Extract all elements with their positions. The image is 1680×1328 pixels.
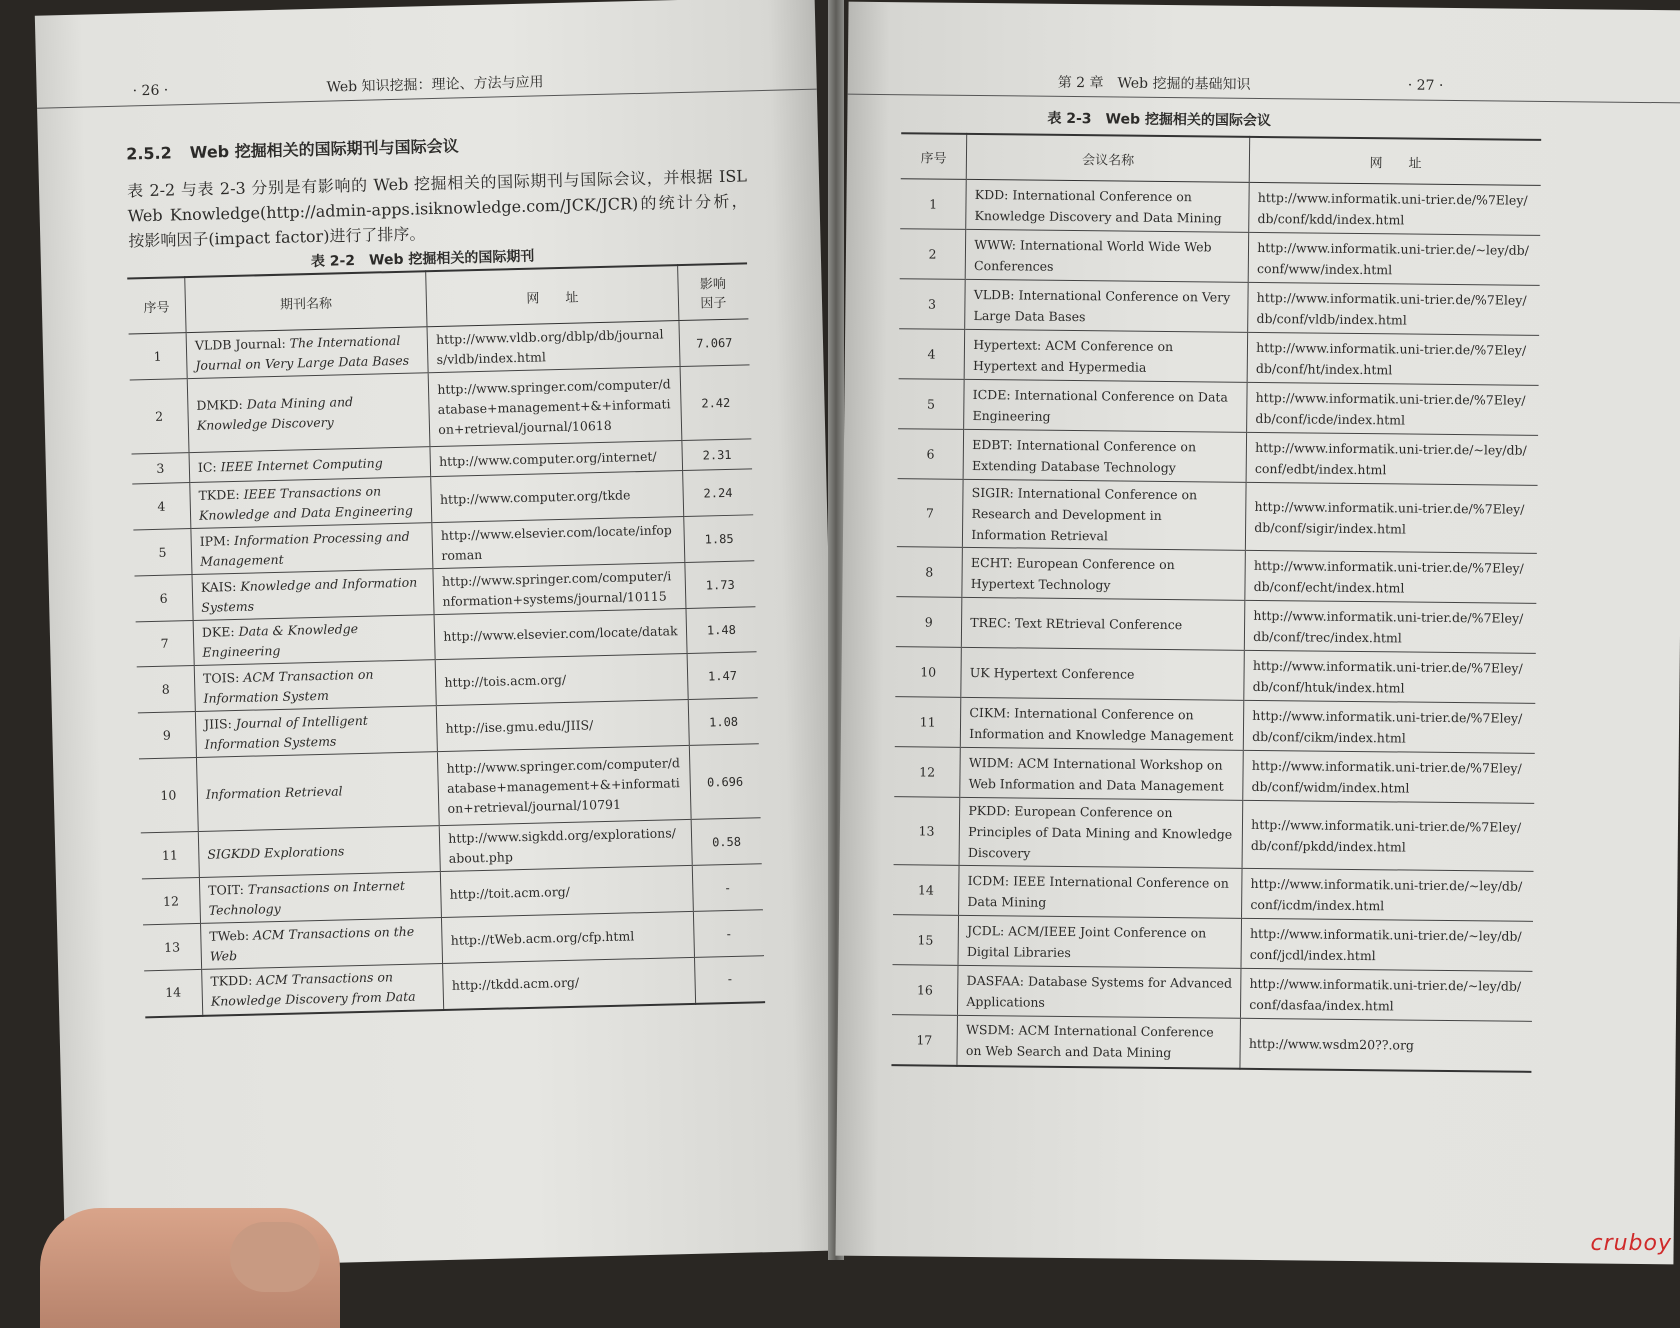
row-number: 7 — [136, 621, 195, 667]
conference-url: http://www.informatik.uni-trier.de/~ley/db/conf/edbt/index.html — [1246, 432, 1538, 485]
header-impact-factor: 影响 因子 — [677, 263, 748, 320]
section-title: Web 挖掘相关的国际期刊与国际会议 — [190, 136, 459, 162]
table-header-row — [901, 133, 1541, 185]
journal-url: http://www.vldb.org/dblp/db/journals/vldb/index.html — [427, 321, 680, 373]
row-number: 11 — [895, 697, 961, 748]
journal-name-cell — [201, 918, 443, 970]
table-row — [895, 647, 1535, 704]
journal-name-cell — [192, 569, 434, 621]
impact-factor: - — [693, 910, 764, 958]
conference-url: http://www.informatik.uni-trier.de/%7Eley/db/conf/ht/index.html — [1247, 332, 1539, 385]
journal-abbreviation: JIIS: — [204, 716, 232, 732]
row-number: 14 — [144, 969, 203, 1016]
table-row — [893, 915, 1533, 972]
conference-url: http://www.informatik.uni-trier.de/%7Eley/db/conf/widm/index.html — [1243, 750, 1535, 803]
journal-abbreviation: TOIT: — [208, 881, 244, 897]
row-number: 1 — [900, 179, 966, 230]
journal-name-cell — [194, 660, 436, 712]
journal-url: http://www.elsevier.com/locate/datak — [434, 608, 686, 659]
journal-url: http://www.elsevier.com/locate/infoproman — [432, 517, 685, 569]
impact-factor: 0.696 — [689, 744, 761, 820]
row-number: 13 — [143, 923, 202, 970]
conference-name: UK Hypertext Conference — [961, 647, 1244, 700]
header-no: 序号 — [127, 277, 186, 334]
journal-full-name: The International Journal on Very Large Data Bases — [195, 332, 409, 372]
conference-name: VLDB: International Conference on Very Large Data Bases — [965, 279, 1248, 332]
table-row — [900, 229, 1540, 286]
conference-name: Hypertext: ACM Conference on Hypertext and Hypermedia — [964, 329, 1247, 382]
table-row — [891, 1015, 1531, 1072]
table-row — [893, 865, 1533, 922]
conference-url: http://www.informatik.uni-trier.de/%7Eley/db/conf/icde/index.html — [1247, 382, 1539, 435]
conference-name: SIGIR: International Conference on Research and Development in Information Retrieval — [963, 479, 1247, 550]
journal-full-name: Data & Knowledge Engineering — [202, 621, 358, 660]
conference-url: http://www.informatik.uni-trier.de/%7Eley/db/conf/kdd/index.html — [1249, 182, 1541, 235]
journal-name-cell — [199, 872, 441, 924]
journal-full-name: ACM Transactions on the Web — [210, 923, 415, 963]
page-number-left: · 26 · — [132, 82, 168, 99]
row-number: 14 — [893, 865, 959, 916]
conference-url: http://www.informatik.uni-trier.de/%7Eley/db/conf/htuk/index.html — [1244, 650, 1536, 703]
header-conference-name: 会议名称 — [966, 134, 1249, 182]
journal-url: http://www.springer.com/computer/database+management+&+information+retrieval/journal/10791 — [438, 745, 691, 825]
journal-url: http://www.computer.org/internet/ — [430, 441, 682, 477]
conference-name: ECHT: European Conference on Hypertext Technology — [962, 547, 1245, 600]
row-number: 15 — [893, 915, 959, 966]
conference-name: EDBT: International Conference on Extending Database Technology — [963, 429, 1246, 482]
row-number: 10 — [895, 647, 961, 698]
conference-name: PKDD: European Conference on Principles of Data Mining and Knowledge Discovery — [959, 797, 1243, 868]
conference-url: http://www.wsdm20??.org — [1240, 1018, 1532, 1071]
journal-abbreviation: TKDD: — [210, 973, 252, 989]
conference-url: http://www.informatik.uni-trier.de/~ley/db/conf/dasfaa/index.html — [1241, 968, 1533, 1021]
table-row — [894, 797, 1535, 872]
table-row — [899, 329, 1539, 386]
running-title-right: 第 2 章 Web 挖掘的基础知识 — [1058, 72, 1251, 94]
row-number: 16 — [892, 965, 958, 1016]
journal-url: http://www.computer.org/tkde — [431, 471, 684, 523]
conferences-table — [891, 132, 1541, 1072]
conference-name: TREC: Text REtrieval Conference — [962, 597, 1245, 650]
conference-url: http://www.informatik.uni-trier.de/%7Eley/db/conf/pkdd/index.html — [1242, 800, 1534, 871]
journal-abbreviation: TKDE: — [198, 486, 239, 502]
table-row — [894, 747, 1534, 804]
row-number: 1 — [129, 333, 188, 380]
conference-url: http://www.informatik.uni-trier.de/%7Eley/db/conf/vldb/index.html — [1248, 282, 1540, 335]
row-number: 13 — [894, 797, 960, 866]
journal-url: http://tois.acm.org/ — [435, 653, 688, 705]
conference-url: http://www.informatik.uni-trier.de/%7Eley/db/conf/echt/index.html — [1245, 550, 1537, 603]
row-number: 3 — [132, 453, 190, 484]
thumb-knuckle — [230, 1222, 320, 1292]
journal-full-name: IEEE Transactions on Knowledge and Data Engineering — [199, 483, 413, 522]
header-url: 网 址 — [1249, 137, 1541, 186]
caption-number: 表 2-3 — [1047, 111, 1091, 127]
journal-abbreviation: IPM: — [200, 533, 231, 549]
journal-name-cell — [196, 752, 439, 832]
impact-factor: 1.08 — [688, 698, 759, 746]
journal-full-name: SIGKDD Explorations — [207, 843, 344, 861]
conference-name: KDD: International Conference on Knowledge Discovery and Data Mining — [966, 179, 1249, 232]
table-row — [898, 429, 1538, 486]
right-running-head — [848, 70, 1680, 104]
row-number: 4 — [899, 329, 965, 380]
conference-name: WSDM: ACM International Conference on Web Search and Data Mining — [957, 1015, 1240, 1068]
row-number: 5 — [133, 529, 192, 576]
journal-name-cell — [191, 523, 433, 575]
watermark: cruboy — [1590, 1231, 1672, 1256]
journal-abbreviation: TOIS: — [203, 669, 240, 685]
journal-name-cell — [198, 826, 440, 878]
impact-factor: 7.067 — [679, 319, 750, 367]
conference-name: WWW: International World Wide Web Conferences — [965, 229, 1248, 282]
intro-paragraph: 表 2-2 与表 2-3 分别是有影响的 Web 挖掘相关的国际期刊与国际会议，并根据 ISL Web Knowledge(http://admin-apps.isiknowledge.com/JCK/JCR)的统计分析，按影响因子(impact factor)进行了排序。 — [127, 163, 749, 253]
section-number: 2.5.2 — [126, 143, 172, 163]
table-row — [900, 179, 1540, 236]
table-2-2-caption — [311, 246, 535, 271]
journal-full-name: ACM Transaction on Information System — [203, 666, 373, 705]
journal-full-name: Transactions on Internet Technology — [209, 877, 406, 917]
table-row — [897, 479, 1538, 554]
journal-full-name: IEEE Internet Computing — [220, 455, 383, 474]
journal-full-name: Information Processing and Management — [200, 528, 410, 568]
journals-table — [127, 262, 765, 1017]
table-row — [896, 597, 1536, 654]
journal-url: http://www.sigkdd.org/explorations/about.php — [439, 819, 692, 871]
caption-number: 表 2-2 — [311, 253, 356, 270]
impact-factor: - — [692, 864, 763, 912]
row-number: 6 — [898, 429, 964, 480]
row-number: 10 — [139, 757, 198, 832]
left-page — [35, 0, 845, 1269]
journal-full-name: ACM Transactions on Knowledge Discovery from Data — [211, 970, 416, 1009]
table-row — [892, 965, 1532, 1022]
journal-name-cell — [195, 706, 437, 758]
left-running-head — [36, 65, 816, 109]
row-number: 12 — [894, 747, 960, 798]
journal-abbreviation: TWeb: — [209, 927, 249, 943]
journal-url: http://tkdd.acm.org/ — [443, 957, 696, 1009]
journal-full-name: Knowledge and Information Systems — [201, 574, 417, 614]
table-row — [899, 279, 1539, 336]
conference-url: http://www.informatik.uni-trier.de/%7Eley/db/conf/cikm/index.html — [1243, 700, 1535, 753]
conference-name: WIDM: ACM International Workshop on Web Information and Data Management — [960, 747, 1243, 800]
row-number: 8 — [137, 666, 196, 713]
journal-name-cell — [190, 477, 432, 529]
conference-name: ICDE: International Conference on Data Engineering — [964, 379, 1247, 432]
journal-name-cell — [193, 615, 435, 666]
conference-url: http://www.informatik.uni-trier.de/%7Eley/db/conf/trec/index.html — [1245, 600, 1537, 653]
row-number: 11 — [141, 831, 200, 878]
caption-title: Web 挖掘相关的国际期刊 — [369, 249, 535, 269]
header-journal-name: 期刊名称 — [185, 271, 428, 332]
row-number: 12 — [142, 877, 201, 924]
conference-url: http://www.informatik.uni-trier.de/%7Eley/db/conf/sigir/index.html — [1246, 482, 1538, 553]
journal-url: http://toit.acm.org/ — [441, 865, 694, 917]
conference-url: http://www.informatik.uni-trier.de/~ley/db/conf/www/index.html — [1248, 232, 1540, 285]
row-number: 3 — [899, 279, 965, 330]
journal-url: http://www.springer.com/computer/information+systems/journal/10115 — [433, 563, 686, 615]
header-no: 序号 — [901, 133, 967, 179]
row-number: 2 — [130, 379, 189, 454]
conference-name: JCDL: ACM/IEEE Joint Conference on Digital Libraries — [958, 915, 1241, 968]
table-2-3-caption — [1047, 108, 1271, 130]
table-row — [898, 379, 1538, 436]
impact-factor: 1.73 — [685, 561, 756, 609]
row-number: 4 — [132, 483, 191, 530]
journal-full-name: Information Retrieval — [206, 783, 343, 801]
page-number-right: · 27 · — [1408, 78, 1444, 94]
running-title-left: Web 知识挖掘：理论、方法与应用 — [326, 71, 543, 96]
caption-title: Web 挖掘相关的国际会议 — [1105, 111, 1271, 129]
impact-factor: 1.47 — [687, 652, 758, 700]
journal-name-cell — [186, 327, 428, 379]
row-number: 9 — [896, 597, 962, 648]
journal-name-cell — [187, 373, 430, 453]
impact-factor: 1.85 — [683, 515, 754, 563]
row-number: 8 — [896, 547, 962, 598]
impact-factor: 2.24 — [682, 469, 753, 517]
table-row — [895, 697, 1535, 754]
row-number: 6 — [135, 575, 194, 622]
table-row — [896, 547, 1536, 604]
header-url: 网 址 — [426, 265, 679, 327]
row-number: 9 — [138, 712, 197, 759]
journal-url: http://ise.gmu.edu/JIIS/ — [437, 699, 690, 751]
journal-abbreviation: VLDB Journal: — [195, 335, 286, 352]
journal-abbreviation: KAIS: — [201, 578, 237, 594]
conference-name: CIKM: International Conference on Information and Knowledge Management — [961, 697, 1244, 750]
journal-name-cell — [202, 964, 444, 1016]
impact-factor: 2.42 — [680, 365, 752, 441]
impact-factor: - — [694, 956, 765, 1004]
journal-abbreviation: DKE: — [202, 624, 235, 640]
row-number: 7 — [897, 479, 963, 548]
journal-full-name: Journal of Intelligent Information Systems — [204, 712, 368, 751]
journal-abbreviation: IC: — [198, 459, 217, 474]
journal-url: http://www.springer.com/computer/database+management+&+information+retrieval/journal/10618 — [428, 367, 681, 447]
impact-factor: 2.31 — [682, 439, 752, 471]
journal-url: http://tWeb.acm.org/cfp.html — [442, 911, 695, 963]
impact-factor: 1.48 — [686, 607, 757, 654]
journal-full-name: Data Mining and Knowledge Discovery — [197, 394, 354, 433]
row-number: 2 — [900, 229, 966, 280]
conference-url: http://www.informatik.uni-trier.de/~ley/db/conf/icdm/index.html — [1242, 868, 1534, 921]
conference-url: http://www.informatik.uni-trier.de/~ley/db/conf/jcdl/index.html — [1241, 918, 1533, 971]
right-page — [835, 2, 1680, 1265]
conference-name: DASFAA: Database Systems for Advanced Applications — [958, 965, 1241, 1018]
section-heading — [126, 133, 459, 164]
impact-factor: 0.58 — [691, 818, 762, 866]
journal-abbreviation: DMKD: — [196, 396, 243, 412]
conference-name: ICDM: IEEE International Conference on Data Mining — [959, 865, 1242, 918]
row-number: 5 — [898, 379, 964, 430]
row-number: 17 — [891, 1015, 957, 1066]
